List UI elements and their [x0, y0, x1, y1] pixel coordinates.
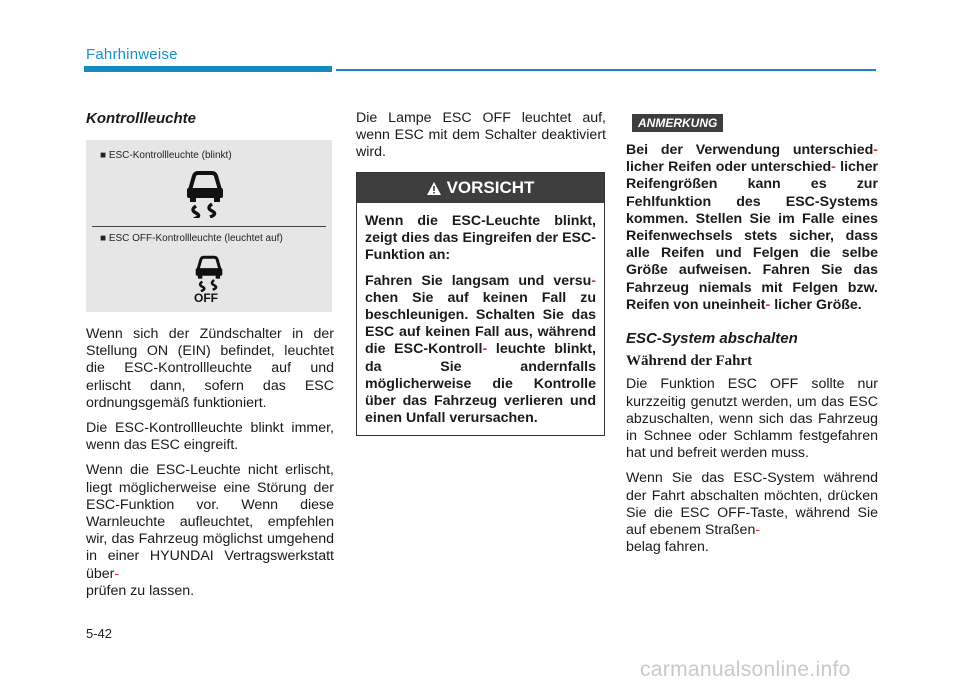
paragraph: Fahren Sie langsam und versu- chen Sie auf keinen Fall zu beschleunigen. Schalten Sie das ESC auf keinen Fall aus, während die ESC-Kontroll- leuchte blinkt, da Sie andernfalls möglicherweise die Kontrolle über das Fahrzeug verlieren und einen Unfall verursachen.: [365, 272, 596, 427]
column-1-body: [86, 326, 334, 608]
subheading-waehrend-der-fahrt: Während der Fahrt: [626, 353, 753, 370]
warning-body: [357, 203, 604, 427]
figure-label-esc-off: ■ ESC OFF-Kontrollleuchte (leuchtet auf): [100, 233, 283, 244]
warning-header: [357, 173, 604, 203]
esc-off-label: OFF: [194, 291, 218, 305]
esc-indicator-figure: [86, 140, 332, 312]
page-number: 5-42: [86, 626, 113, 641]
warning-box: [356, 172, 605, 436]
heading-kontrollleuchte: Kontrollleuchte: [86, 110, 197, 127]
watermark: carmanualsonline.info: [640, 658, 851, 681]
section-title: Fahrhinweise: [86, 46, 178, 63]
paragraph: Die ESC-Kontrollleuchte blinkt immer, wenn das ESC eingreift.: [86, 420, 334, 454]
column-1: [86, 110, 334, 127]
warning-triangle-icon: [427, 182, 441, 195]
warning-title: VORSICHT: [446, 178, 535, 197]
header-rule-thick: [84, 66, 332, 72]
paragraph: Wenn Sie das ESC-System während der Fahrt abschalten möchten, drücken Sie die ESC OFF-Taste, während Sie auf ebenem Straßen- belag fahren.: [626, 470, 878, 556]
figure-label-esc: ■ ESC-Kontrollleuchte (blinkt): [100, 150, 232, 161]
paragraph: Die Lampe ESC OFF leuchtet auf, wenn ESC mit dem Schalter deaktiviert wird.: [356, 110, 606, 161]
note-text: Bei der Verwendung unterschied- licher Reifen oder unterschied- licher Reifengrößen kann es zur Fehlfunktion des ESC-Systems kommen. Stellen Sie im Falle eines Reifenwechsels stets sicher, dass alle Reifen und Felgen die selbe Größe aufweisen. Fahren Sie das Fahrzeug niemals mit Felgen bzw. Reifen von uneinheit- licher Größe.: [626, 142, 878, 313]
paragraph: Wenn sich der Zündschalter in der Stellung ON (EIN) befindet, leuchtet die ESC-Kontrollleuchte auf und erlischt dann, sofern das ESC ordnungsgemäß funktioniert.: [86, 326, 334, 411]
esc-off-car-skid-icon: [192, 252, 226, 292]
header-rule-thin: [336, 69, 876, 71]
paragraph: Wenn die ESC-Leuchte nicht erlischt, liegt möglicherweise eine Störung der ESC-Funktion vor. Wenn diese Warnleuchte aufleuchtet, empfehlen wir, das Fahrzeug möglichst umgehend in einer HYUNDAI Vertragswerkstatt über- prüfen zu lassen.: [86, 462, 334, 599]
column-2: [356, 110, 606, 170]
note-label: ANMERKUNG: [632, 114, 723, 132]
paragraph: Die Funktion ESC OFF sollte nur kurzzeitig genutzt werden, um das ESC abzuschalten, wenn sich das Fahrzeug in Schnee oder Schlamm festgefahren hat und befreit werden muss.: [626, 376, 878, 462]
heading-esc-abschalten: ESC-System abschalten: [626, 330, 798, 348]
figure-divider: [92, 226, 326, 227]
paragraph: Wenn die ESC-Leuchte blinkt, zeigt dies das Eingreifen der ESC-Funktion an:: [365, 213, 596, 264]
esc-car-skid-icon: [182, 168, 228, 218]
column-3: [626, 142, 878, 564]
